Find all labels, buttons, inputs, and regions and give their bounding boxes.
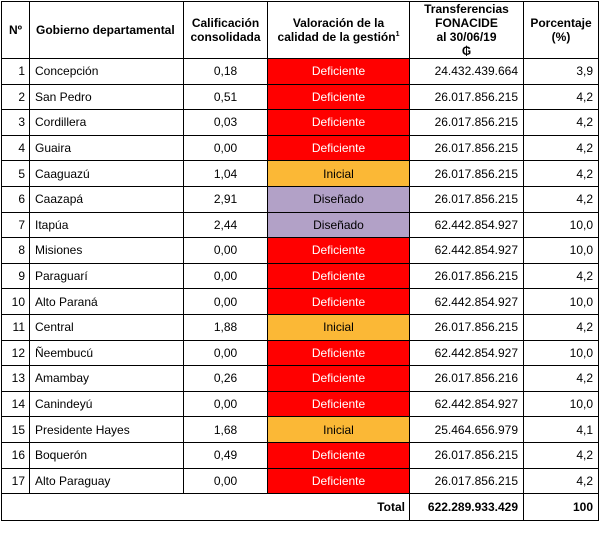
row-transferencias: 26.017.856.215 <box>410 263 524 289</box>
row-porcentaje: 4,2 <box>524 263 599 289</box>
row-calificacion: 2,44 <box>184 212 268 238</box>
row-valoracion: Deficiente <box>268 263 410 289</box>
row-calificacion: 0,18 <box>184 59 268 85</box>
row-porcentaje: 10,0 <box>524 238 599 264</box>
row-calificacion: 0,00 <box>184 468 268 494</box>
row-valoracion: Inicial <box>268 314 410 340</box>
row-gobierno: Concepción <box>30 59 184 85</box>
row-valoracion: Deficiente <box>268 135 410 161</box>
row-porcentaje: 4,2 <box>524 110 599 136</box>
row-porcentaje: 4,2 <box>524 366 599 392</box>
row-gobierno: Caaguazú <box>30 161 184 187</box>
table-footer <box>2 494 599 521</box>
row-calificacion: 0,00 <box>184 391 268 417</box>
row-gobierno: Ñeembucú <box>30 340 184 366</box>
header-gobierno: Gobierno departamental <box>30 2 184 59</box>
row-transferencias: 62.442.854.927 <box>410 238 524 264</box>
row-valoracion: Deficiente <box>268 84 410 110</box>
row-valoracion: Diseñado <box>268 212 410 238</box>
row-porcentaje: 4,2 <box>524 135 599 161</box>
table-row <box>2 366 599 392</box>
row-calificacion: 0,49 <box>184 442 268 468</box>
table-row <box>2 161 599 187</box>
row-number: 5 <box>2 161 30 187</box>
row-porcentaje: 3,9 <box>524 59 599 85</box>
row-porcentaje: 4,2 <box>524 84 599 110</box>
row-number: 17 <box>2 468 30 494</box>
row-valoracion: Deficiente <box>268 238 410 264</box>
table-row <box>2 59 599 85</box>
row-transferencias: 26.017.856.215 <box>410 135 524 161</box>
row-number: 3 <box>2 110 30 136</box>
row-transferencias: 26.017.856.215 <box>410 314 524 340</box>
row-calificacion: 0,00 <box>184 263 268 289</box>
row-gobierno: San Pedro <box>30 84 184 110</box>
row-gobierno: Alto Paraguay <box>30 468 184 494</box>
row-gobierno: Central <box>30 314 184 340</box>
row-number: 1 <box>2 59 30 85</box>
row-valoracion: Deficiente <box>268 442 410 468</box>
total-transferencias: 622.289.933.429 <box>410 494 524 521</box>
table-row <box>2 84 599 110</box>
header-n: Nº <box>2 2 30 59</box>
row-calificacion: 0,03 <box>184 110 268 136</box>
row-transferencias: 62.442.854.927 <box>410 212 524 238</box>
row-valoracion: Deficiente <box>268 468 410 494</box>
header-row <box>2 2 599 59</box>
row-number: 11 <box>2 314 30 340</box>
row-gobierno: Caazapá <box>30 186 184 212</box>
row-transferencias: 26.017.856.215 <box>410 442 524 468</box>
row-porcentaje: 10,0 <box>524 391 599 417</box>
row-number: 13 <box>2 366 30 392</box>
row-number: 12 <box>2 340 30 366</box>
row-gobierno: Alto Paraná <box>30 289 184 315</box>
row-number: 10 <box>2 289 30 315</box>
row-porcentaje: 4,2 <box>524 442 599 468</box>
row-transferencias: 62.442.854.927 <box>410 391 524 417</box>
header-calificacion: Calificación consolidada <box>184 2 268 59</box>
table-header <box>2 2 599 59</box>
row-number: 7 <box>2 212 30 238</box>
row-valoracion: Inicial <box>268 417 410 443</box>
row-number: 6 <box>2 186 30 212</box>
row-transferencias: 26.017.856.215 <box>410 468 524 494</box>
row-gobierno: Guaira <box>30 135 184 161</box>
table-row <box>2 391 599 417</box>
row-calificacion: 0,00 <box>184 289 268 315</box>
total-label: Total <box>2 494 410 521</box>
table-row <box>2 417 599 443</box>
row-transferencias: 62.442.854.927 <box>410 340 524 366</box>
row-porcentaje: 10,0 <box>524 212 599 238</box>
row-calificacion: 0,26 <box>184 366 268 392</box>
row-calificacion: 0,51 <box>184 84 268 110</box>
header-porcentaje: Porcentaje (%) <box>524 2 599 59</box>
header-transferencias: Transferencias FONACIDE al 30/06/19 ₲ <box>410 2 524 59</box>
row-gobierno: Amambay <box>30 366 184 392</box>
row-transferencias: 26.017.856.215 <box>410 161 524 187</box>
row-valoracion: Deficiente <box>268 59 410 85</box>
row-number: 9 <box>2 263 30 289</box>
row-number: 2 <box>2 84 30 110</box>
table-row <box>2 186 599 212</box>
row-valoracion: Diseñado <box>268 186 410 212</box>
row-gobierno: Paraguarí <box>30 263 184 289</box>
row-number: 8 <box>2 238 30 264</box>
row-calificacion: 1,68 <box>184 417 268 443</box>
row-gobierno: Misiones <box>30 238 184 264</box>
table-row <box>2 289 599 315</box>
table-row <box>2 135 599 161</box>
row-calificacion: 0,00 <box>184 135 268 161</box>
row-porcentaje: 10,0 <box>524 289 599 315</box>
table-body <box>2 59 599 494</box>
row-valoracion: Deficiente <box>268 391 410 417</box>
row-transferencias: 26.017.856.215 <box>410 186 524 212</box>
total-row <box>2 494 599 521</box>
footnote-marker: 1 <box>395 31 400 38</box>
row-transferencias: 26.017.856.216 <box>410 366 524 392</box>
row-gobierno: Presidente Hayes <box>30 417 184 443</box>
table-row <box>2 212 599 238</box>
row-porcentaje: 4,2 <box>524 161 599 187</box>
table-row <box>2 340 599 366</box>
row-porcentaje: 10,0 <box>524 340 599 366</box>
guarani-symbol: ₲ <box>461 44 472 58</box>
row-gobierno: Itapúa <box>30 212 184 238</box>
row-calificacion: 1,88 <box>184 314 268 340</box>
row-valoracion: Deficiente <box>268 289 410 315</box>
row-valoracion: Deficiente <box>268 366 410 392</box>
row-calificacion: 0,00 <box>184 238 268 264</box>
row-transferencias: 24.432.439.664 <box>410 59 524 85</box>
row-number: 15 <box>2 417 30 443</box>
header-valoracion: Valoración de la calidad de la gestión$^1$ <box>268 2 410 59</box>
table-row <box>2 442 599 468</box>
row-calificacion: 0,00 <box>184 340 268 366</box>
row-gobierno: Boquerón <box>30 442 184 468</box>
row-valoracion: Deficiente <box>268 110 410 136</box>
row-number: 14 <box>2 391 30 417</box>
row-calificacion: 1,04 <box>184 161 268 187</box>
table-row <box>2 110 599 136</box>
total-porcentaje: 100 <box>524 494 599 521</box>
table-row <box>2 238 599 264</box>
row-gobierno: Canindeyú <box>30 391 184 417</box>
row-valoracion: Deficiente <box>268 340 410 366</box>
row-number: 4 <box>2 135 30 161</box>
table-row <box>2 314 599 340</box>
row-number: 16 <box>2 442 30 468</box>
row-valoracion: Inicial <box>268 161 410 187</box>
row-porcentaje: 4,1 <box>524 417 599 443</box>
row-gobierno: Cordillera <box>30 110 184 136</box>
row-porcentaje: 4,2 <box>524 468 599 494</box>
table-row <box>2 468 599 494</box>
row-porcentaje: 4,2 <box>524 186 599 212</box>
row-porcentaje: 4,2 <box>524 314 599 340</box>
row-calificacion: 2,91 <box>184 186 268 212</box>
row-transferencias: 25.464.656.979 <box>410 417 524 443</box>
fonacide-table <box>1 1 599 521</box>
table-row <box>2 263 599 289</box>
row-transferencias: 26.017.856.215 <box>410 84 524 110</box>
row-transferencias: 62.442.854.927 <box>410 289 524 315</box>
row-transferencias: 26.017.856.215 <box>410 110 524 136</box>
